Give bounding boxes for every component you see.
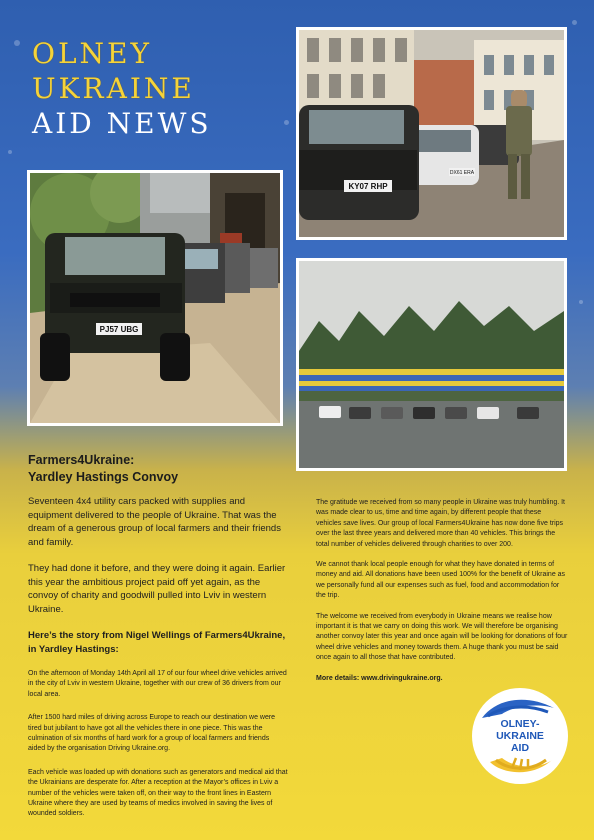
decor-speck — [14, 40, 20, 46]
logo-line-2: UKRAINE — [496, 730, 544, 742]
decor-speck — [579, 300, 583, 304]
decor-speck — [572, 20, 577, 25]
intro-paragraph-2: They had done it before, and they were doing it again. Earlier this year the ambitious project paid off yet again, as the convoy of charity and goodwill pulled into Lviv in western Ukraine. — [28, 563, 286, 615]
street-plate-2: DX61 ERA — [449, 170, 475, 176]
more-details-link[interactable]: More details: www.drivingukraine.org. — [316, 674, 443, 682]
photo-convoy-truck — [27, 170, 283, 426]
logo-line-3: AID — [510, 742, 530, 754]
article-column-2 — [316, 498, 568, 694]
olney-ukraine-aid-logo — [472, 688, 568, 784]
col2-paragraph-2: We cannot thank local people enough for what they have donated in terms of money and aid. All donations have been used 100% for the benefit of Ukraine as we personally fund all our expenses such as fuel, food and accommodation for the trip. — [316, 561, 566, 600]
article-headline — [28, 452, 298, 486]
field-illustration — [299, 261, 564, 468]
article-column-1 — [28, 495, 288, 833]
truck-plate: PJ57 UBG — [99, 325, 139, 334]
decor-speck — [8, 150, 12, 154]
story-heading: Here’s the story from Nigel Wellings of Farmers4Ukraine, in Yardley Hastings: — [28, 630, 286, 655]
masthead-line-1: OLNEY — [32, 37, 152, 70]
intro-paragraph-1: Seventeen 4x4 utility cars packed with supplies and equipment delivered to the people of Ukraine. That was the dream of a generous group of local farmers and their friends and family. — [28, 496, 281, 548]
headline-line-2: Yardley Hastings Convoy — [28, 470, 179, 484]
story-paragraph-1: On the afternoon of Monday 14th April all 17 of our four wheel drive vehicles arrived in the city of Lviv in western Ukraine, together with our crew of 36 drivers from our local area. — [28, 670, 287, 698]
story-paragraph-3: Each vehicle was loaded up with donations such as generators and medical aid that the Ukrainians are desperate for. After a reception at the Mayor’s offices in Lviv a number of the vehicles were taken off, on their way to the front lines in Eastern Ukraine where they are used by teams of medics involved in saving the lives of wounded soldiers. — [28, 768, 288, 818]
photo-lviv-street — [296, 27, 567, 240]
logo-line-1: OLNEY- — [500, 718, 540, 730]
decor-speck — [284, 120, 289, 125]
logo-text — [472, 718, 568, 754]
masthead-line-3: AID NEWS — [32, 107, 212, 140]
masthead-line-2: UKRAINE — [32, 72, 195, 105]
masthead — [32, 36, 272, 141]
street-illustration — [299, 30, 564, 237]
col2-paragraph-1: The gratitude we received from so many people in Ukraine was truly humbling. It was made clear to us, time and time again, by different people that these vehicles save lives. Our group of local Farmers4Ukraine has now done five trips over the last three years and delivered more than 40 vehicles. This brings the total number of vehicles delivered through charities to over 200. — [316, 499, 566, 548]
street-plate-1: KY07 RHP — [348, 182, 388, 191]
col2-paragraph-3: The welcome we received from everybody in Ukraine means we realise how important it is that we carry on doing this work. We will therefore be organising another convoy later this year and once again will be looking for donations of four wheel drive vehicles and money towards them. A huge thank you must be said once again to all those that have contributed. — [316, 612, 568, 662]
headline-line-1: Farmers4Ukraine: — [28, 453, 135, 467]
photo-memorial-field — [296, 258, 567, 471]
story-paragraph-2: After 1500 hard miles of driving across Europe to reach our destination we were tired but jubilant to have got all the vehicles there in one piece. This was the culmination of six months of hard work for a group of local farmers and friends aided by the organisation Driving Ukraine.org. — [28, 714, 276, 753]
truck-illustration — [30, 173, 280, 423]
